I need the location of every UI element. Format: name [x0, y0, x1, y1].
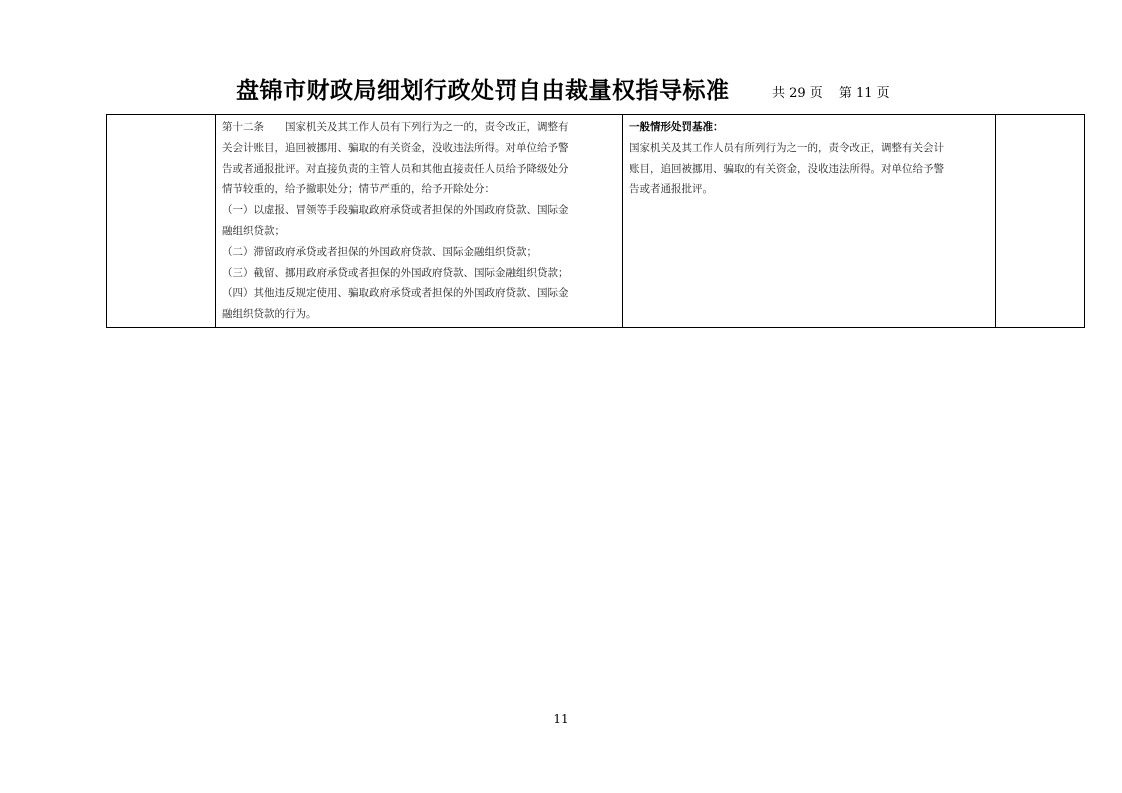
provision-line: 告或者通报批评。对直接负责的主管人员和其他直接责任人员给予降级处分: [222, 162, 569, 175]
document-title: 盘锦市财政局细划行政处罚自由裁量权指导标准: [236, 78, 730, 104]
total-pages: 共 29 页: [772, 86, 823, 101]
provision-line: 融组织贷款的行为。: [222, 308, 317, 321]
standard-line: 国家机关及其工作人员有所列行为之一的，责令改正，调整有关会计: [629, 141, 944, 154]
standard-line: 告或者通报批评。: [629, 183, 713, 196]
provision-line: 融组织贷款；: [222, 224, 285, 237]
provision-line: （二）滞留政府承贷或者担保的外国政府贷款、国际金融组织贷款；: [222, 245, 537, 258]
provision-line: （四）其他违反规定使用、骗取政府承贷或者担保的外国政府贷款、国际金: [222, 287, 569, 300]
provision-line: 关会计账目，追回被挪用、骗取的有关资金，没收违法所得。对单位给予警: [222, 141, 569, 154]
remarks-cell: [996, 115, 1085, 328]
footer-page-number: 11: [553, 712, 569, 726]
document-header: [0, 74, 1122, 108]
provision-line: （一）以虚报、冒领等手段骗取政府承贷或者担保的外国政府贷款、国际金: [222, 204, 569, 217]
penalty-standard-cell: [623, 115, 996, 328]
legal-provision-cell: [216, 115, 623, 328]
page-info: [772, 80, 890, 108]
category-cell: [107, 115, 216, 328]
standard-line: 账目，追回被挪用、骗取的有关资金，没收违法所得。对单位给予警: [629, 162, 944, 175]
penalty-standards-table: [106, 114, 1085, 328]
table-row: [107, 115, 1085, 328]
standard-heading: 一般情形处罚基准：: [629, 121, 724, 133]
provision-line: 第十二条 国家机关及其工作人员有下列行为之一的，责令改正，调整有: [222, 121, 569, 133]
current-page: 第 11 页: [838, 86, 890, 101]
provision-line: 情节较重的，给予撤职处分；情节严重的，给予开除处分：: [222, 183, 495, 196]
provision-line: （三）截留、挪用政府承贷或者担保的外国政府贷款、国际金融组织贷款；: [222, 266, 569, 279]
